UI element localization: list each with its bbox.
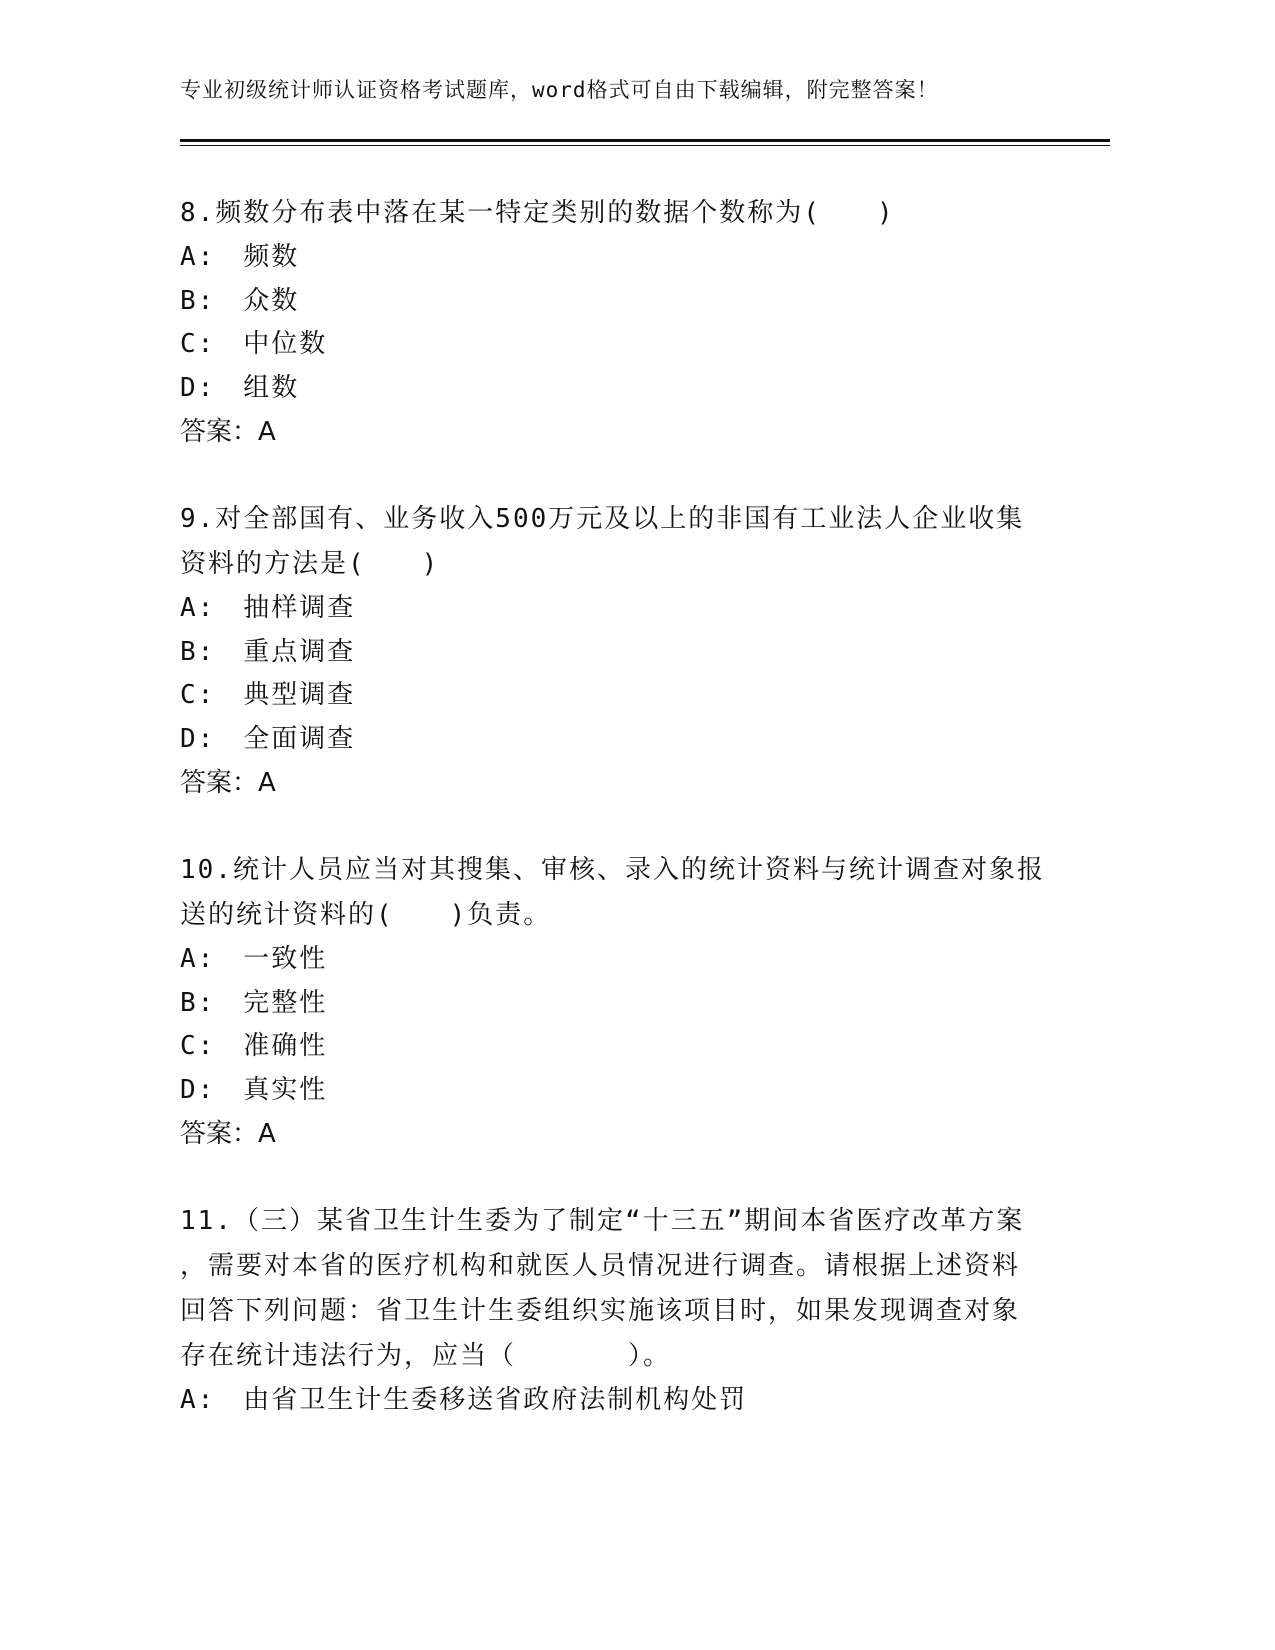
header-divider-thin [180, 145, 1110, 146]
option-d: D: 真实性 [180, 1074, 328, 1105]
question-8 [180, 191, 1060, 454]
answer: 答案：A [180, 417, 276, 447]
option-b: B: 众数 [180, 285, 300, 316]
option-c: C: 典型调查 [180, 680, 356, 710]
option-c: C: 中位数 [180, 329, 328, 359]
option-a: A: 抽样调查 [180, 593, 356, 623]
question-11 [180, 1199, 1060, 1423]
header-divider-thick [180, 139, 1110, 142]
question-text: 9.对全部国有、业务收入500万元及以上的非国有工业法人企业收集 [180, 504, 1025, 534]
answer: 答案：A [180, 1119, 276, 1149]
option-c: C: 准确性 [180, 1031, 328, 1061]
option-b: B: 完整性 [180, 987, 328, 1018]
option-d: D: 全面调查 [180, 723, 356, 754]
question-text: 10.统计人员应当对其搜集、审核、录入的统计资料与统计调查对象报 [180, 855, 1045, 885]
answer: 答案：A [180, 768, 276, 798]
question-text: 8.频数分布表中落在某一特定类别的数据个数称为( ) [180, 198, 895, 228]
question-10 [180, 848, 1060, 1156]
question-text: 11.（三）某省卫生计生委为了制定“十三五”期间本省医疗改革方案 [180, 1206, 1025, 1236]
page-header: 专业初级统计师认证资格考试题库，word格式可自由下载编辑，附完整答案！ [180, 78, 939, 102]
option-a: A: 由省卫生计生委移送省政府法制机构处罚 [180, 1385, 748, 1415]
question-9 [180, 497, 1060, 805]
question-text: 资料的方法是( ) [180, 549, 440, 579]
question-text: 回答下列问题：省卫生计生委组织实施该项目时，如果发现调查对象 [180, 1296, 1021, 1326]
question-text: 存在统计违法行为，应当（ ）。 [180, 1341, 672, 1371]
question-text: 送的统计资料的( )负责。 [180, 900, 552, 930]
question-text: ，需要对本省的医疗机构和就医人员情况进行调查。请根据上述资料 [180, 1251, 1021, 1281]
option-b: B: 重点调查 [180, 636, 356, 667]
option-d: D: 组数 [180, 372, 300, 403]
question-list [180, 191, 1060, 1466]
option-a: A: 频数 [180, 242, 300, 272]
option-a: A: 一致性 [180, 944, 328, 974]
